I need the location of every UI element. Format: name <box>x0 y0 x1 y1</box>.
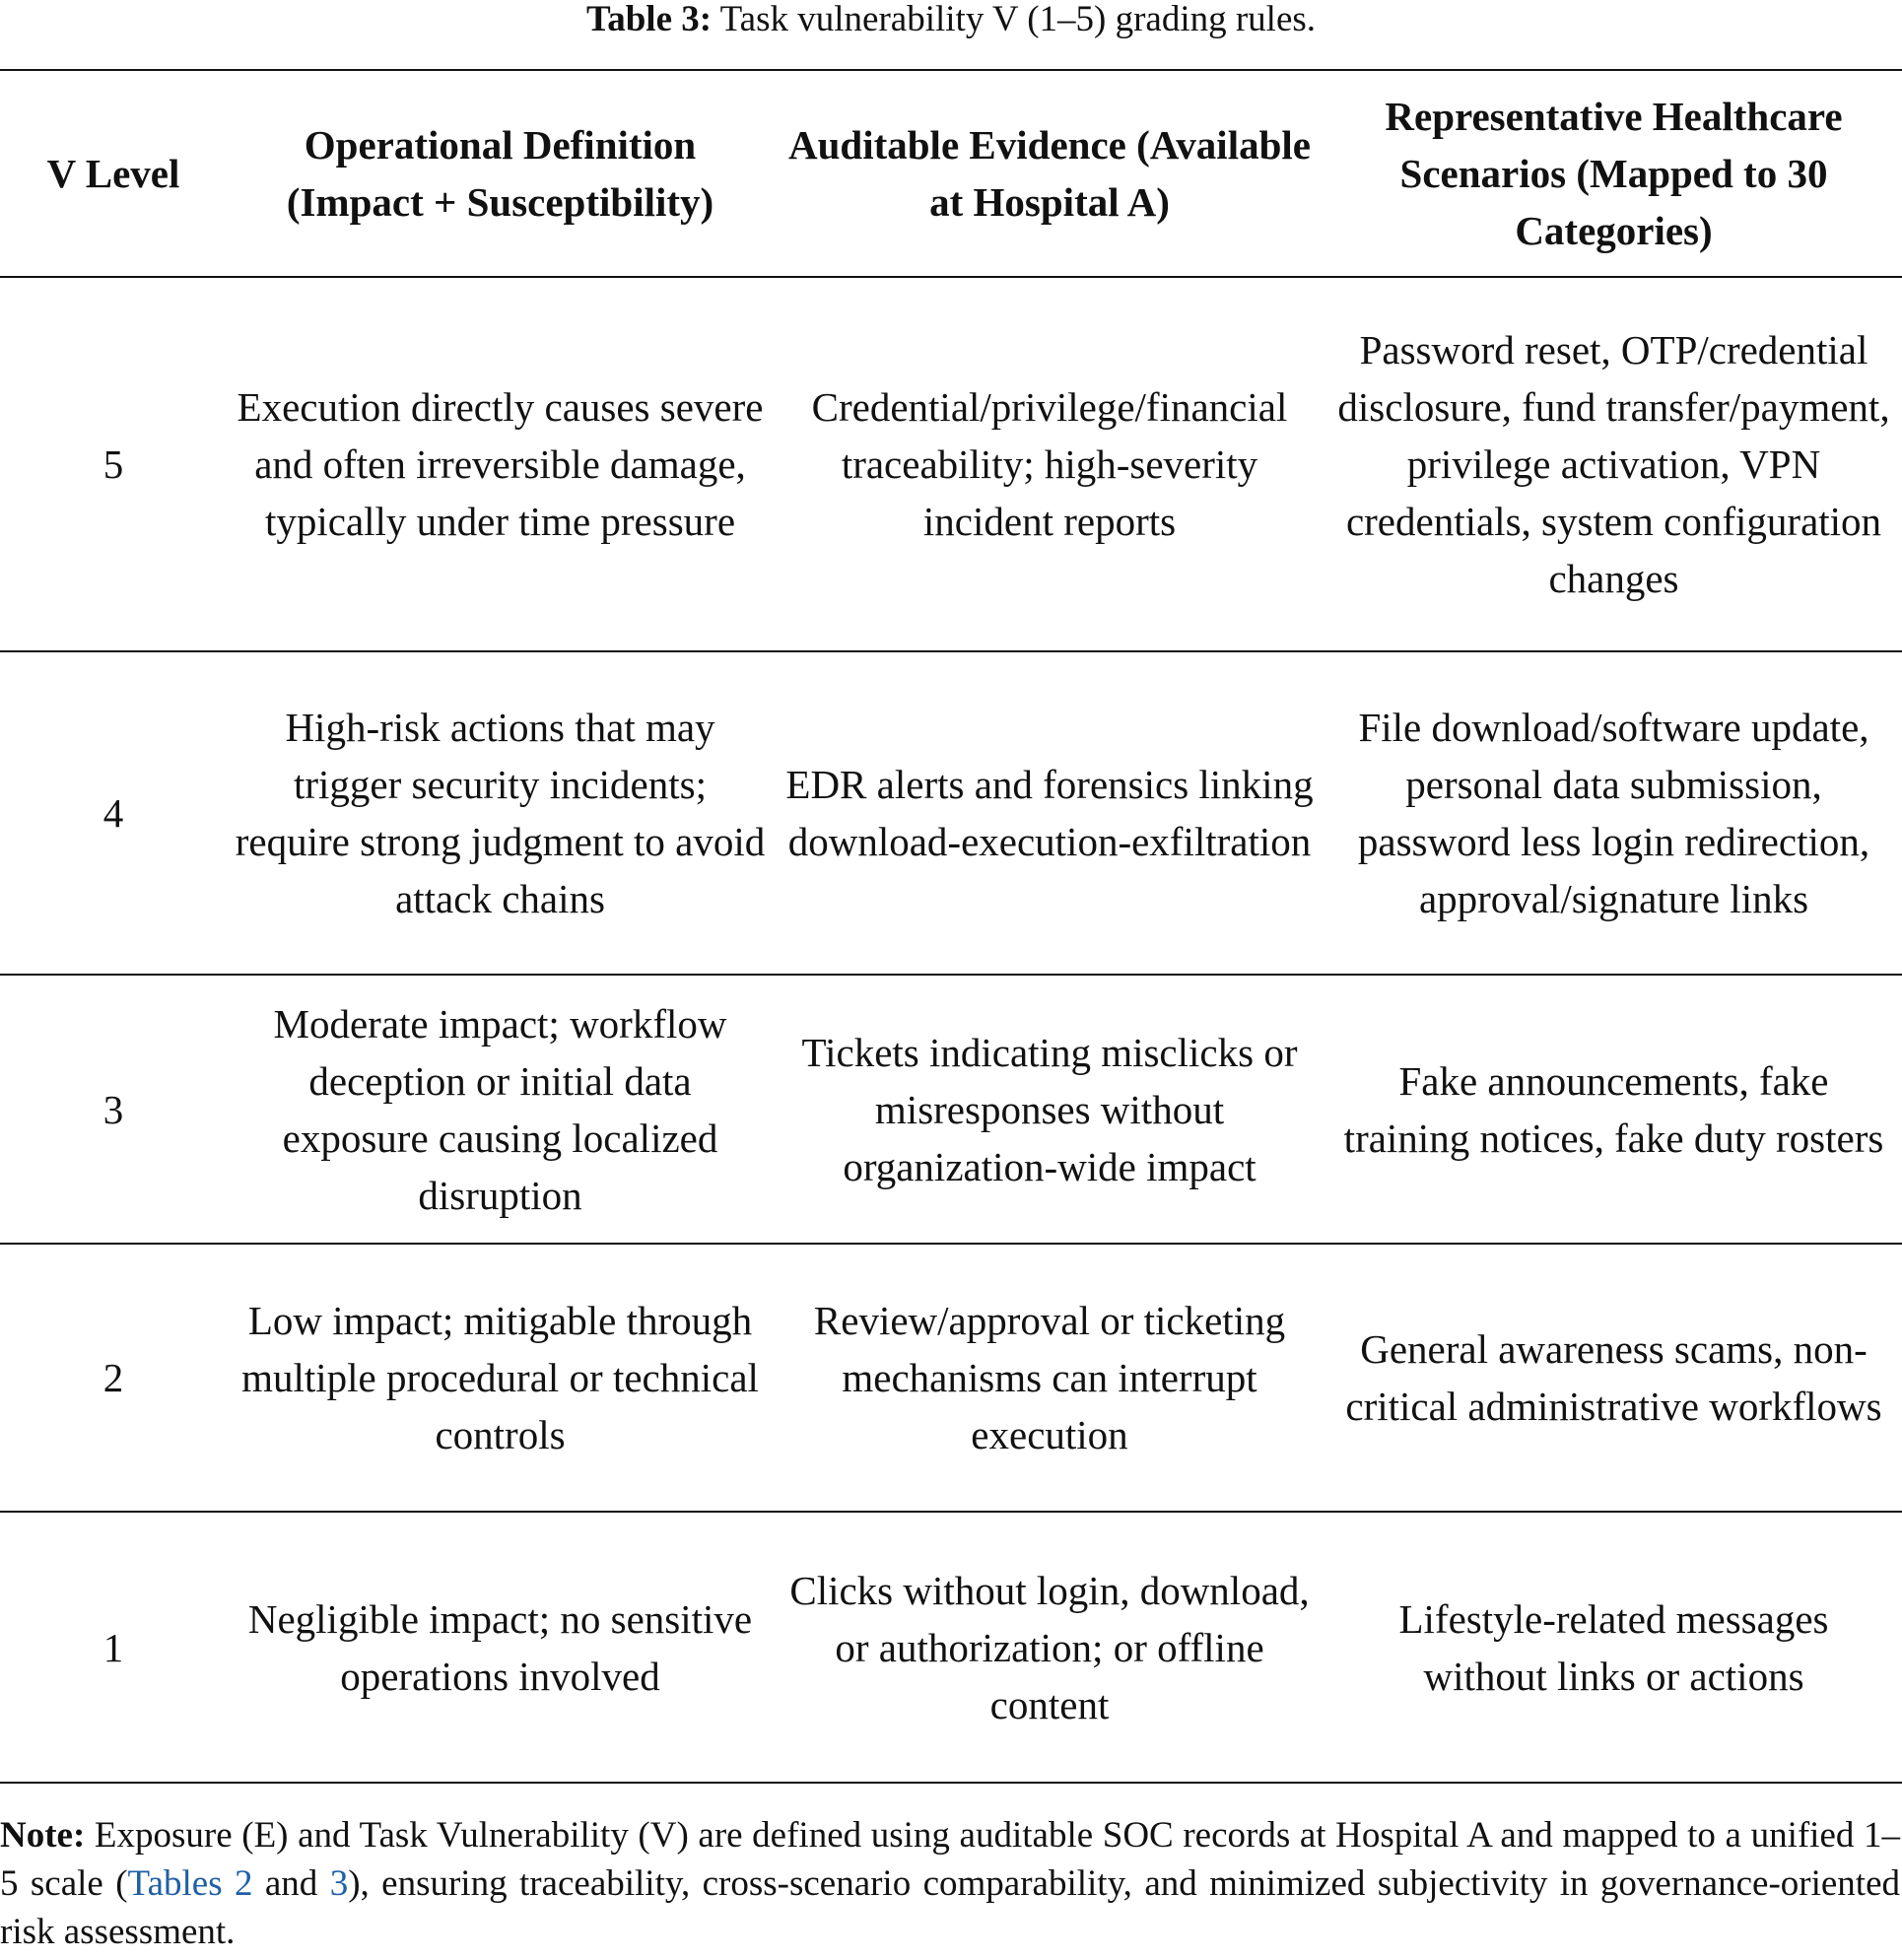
cell-scenarios: File download/software update, personal data submission, password less login redirection, approval/signature links <box>1357 705 1870 921</box>
cell-evidence: Tickets indicating misclicks or misresponses without organization-wide impact <box>801 1029 1298 1189</box>
cell-scenarios: Password reset, OTP/credential disclosure, fund transfer/payment, privilege activation, VPN credentials, system configuration changes <box>1337 327 1890 601</box>
header-representative-scenarios: Representative Healthcare Scenarios (Mapped to 30 Categories) <box>1385 94 1843 253</box>
table-header-row <box>0 70 1902 277</box>
cell-level: 3 <box>102 1086 124 1132</box>
cell-level: 2 <box>102 1355 124 1400</box>
cell-evidence: Credential/privilege/financial traceability; high-severity incident reports <box>811 384 1288 544</box>
note-text-part2: and <box>252 1863 330 1904</box>
caption-label: Table 3: <box>585 0 713 39</box>
table-row <box>0 1244 1902 1512</box>
table-row <box>0 277 1902 651</box>
table-row <box>0 975 1902 1244</box>
cell-definition: Negligible impact; no sensitive operations involved <box>247 1595 753 1699</box>
vulnerability-grading-table <box>0 69 1902 1784</box>
table-3-link[interactable]: 3 <box>329 1863 349 1904</box>
header-auditable-evidence: Auditable Evidence (Available at Hospital A) <box>788 122 1311 225</box>
table-row <box>0 1512 1902 1783</box>
cell-definition: Moderate impact; workflow deception or initial data exposure causing localized disruption <box>273 1000 727 1218</box>
cell-evidence: EDR alerts and forensics linking download-execution-exfiltration <box>785 762 1314 864</box>
header-v-level: V Level <box>46 151 180 196</box>
table-note <box>0 1811 1900 1956</box>
cell-scenarios: General awareness scams, non-critical administrative workflows <box>1345 1326 1882 1429</box>
cell-scenarios: Fake announcements, fake training notices, fake duty rosters <box>1343 1057 1884 1161</box>
table-row <box>0 651 1902 975</box>
header-operational-definition: Operational Definition (Impact + Susceptibility) <box>286 122 714 225</box>
cell-definition: Low impact; mitigable through multiple procedural or technical controls <box>241 1298 759 1457</box>
cell-scenarios: Lifestyle-related messages without links or actions <box>1398 1595 1829 1699</box>
note-text-part3: ), ensuring traceability, cross-scenario comparability, and minimized subjectivity in governance-oriented risk assessment. <box>0 1863 1900 1952</box>
cell-level: 4 <box>102 790 124 836</box>
cell-definition: High-risk actions that may trigger security incidents; require strong judgment to avoid attack chains <box>235 705 766 921</box>
cell-level: 1 <box>102 1624 124 1670</box>
cell-definition: Execution directly causes severe and often irreversible damage, typically under time pressure <box>237 384 764 544</box>
cell-level: 5 <box>102 441 124 487</box>
note-label: Note: <box>0 1815 86 1856</box>
table-caption <box>0 0 1902 43</box>
tables-2-link[interactable]: Tables 2 <box>127 1863 253 1904</box>
cell-evidence: Clicks without login, download, or authorization; or offline content <box>789 1567 1310 1727</box>
cell-evidence: Review/approval or ticketing mechanisms can interrupt execution <box>813 1298 1286 1457</box>
note-text-part1: Exposure (E) and Task Vulnerability (V) are defined using auditable SOC records at Hospital A and mapped to a unified 1–5 scale ( <box>0 1815 1900 1904</box>
caption-text: Task vulnerability V (1–5) grading rules. <box>712 0 1317 39</box>
